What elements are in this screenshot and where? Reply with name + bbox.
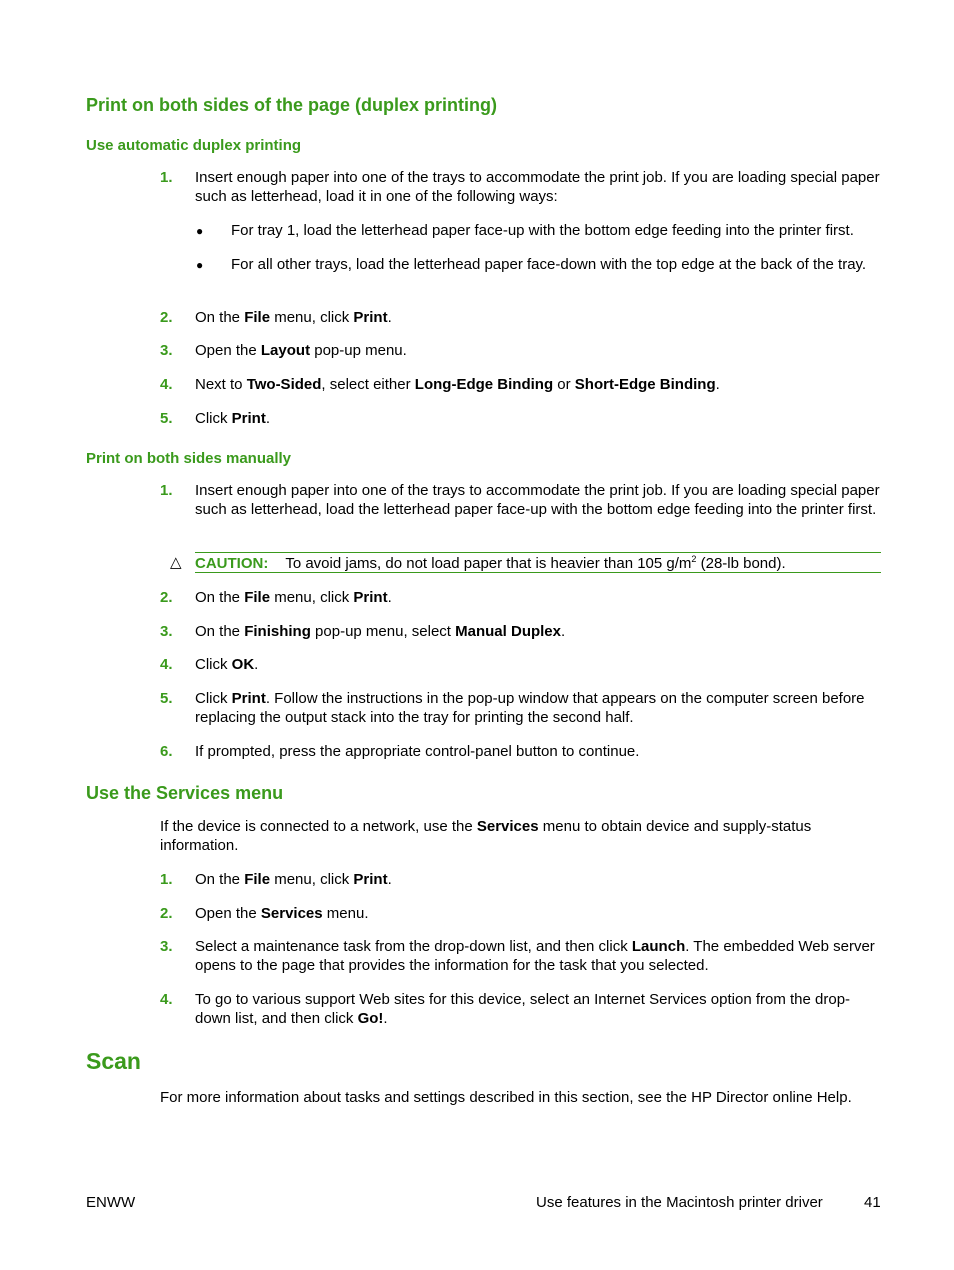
step-text: Click OK.	[195, 656, 259, 673]
step-number: 1.	[160, 169, 173, 186]
caution-icon: △	[170, 554, 182, 571]
step-text: Next to Two-Sided, select either Long-Edge Binding or Short-Edge Binding.	[195, 376, 720, 393]
step-number: 3.	[160, 623, 173, 640]
bullet-text: For all other trays, load the letterhead paper face-down with the top edge at the back of the tray.	[231, 256, 867, 273]
step-text: Insert enough paper into one of the trays to accommodate the print job. If you are loading special paper such as letterhead, load the letterhead paper face-up with the bottom edge feeding into the printer first.	[195, 482, 880, 518]
caution-label: CAUTION:	[195, 555, 269, 572]
step-number: 4.	[160, 656, 173, 673]
subheading-manual-duplex: Print on both sides manually	[86, 450, 292, 467]
section-heading-duplex: Print on both sides of the page (duplex printing)	[86, 95, 497, 115]
page-number: 41	[864, 1194, 881, 1211]
step-number: 2.	[160, 589, 173, 606]
section-heading-scan: Scan	[86, 1048, 141, 1074]
step-number: 1.	[160, 871, 173, 888]
caution-box	[195, 552, 881, 573]
step-text: On the File menu, click Print.	[195, 589, 392, 606]
step-text: On the File menu, click Print.	[195, 871, 392, 888]
step-number: 6.	[160, 743, 173, 760]
section-heading-services: Use the Services menu	[86, 783, 284, 803]
subheading-automatic-duplex: Use automatic duplex printing	[86, 137, 302, 154]
step-number: 4.	[160, 376, 173, 393]
services-intro: If the device is connected to a network, use the Services menu to obtain device and supply-status information.	[160, 818, 812, 854]
step-text: If prompted, press the appropriate control-panel button to continue.	[195, 743, 640, 760]
step-text: On the File menu, click Print.	[195, 309, 392, 326]
step-text: To go to various support Web sites for this device, select an Internet Services option from the drop-down list, and then click Go!.	[195, 991, 851, 1027]
footer-left: ENWW	[86, 1194, 136, 1211]
step-number: 5.	[160, 690, 173, 707]
step-number: 3.	[160, 342, 173, 359]
step-text: Click Print. Follow the instructions in the pop-up window that appears on the computer screen before replacing the output stack into the tray for printing the second half.	[195, 690, 865, 726]
step-text: Open the Services menu.	[195, 905, 369, 922]
step-text: Insert enough paper into one of the trays to accommodate the print job. If you are loading special paper such as letterhead, load it in one of the following ways:	[195, 169, 880, 205]
bullet-glyph: ●	[196, 224, 204, 238]
bullet-glyph: ●	[196, 258, 204, 272]
bullet-text: For tray 1, load the letterhead paper face-up with the bottom edge feeding into the printer first.	[231, 222, 854, 239]
step-number: 2.	[160, 309, 173, 326]
step-text: Open the Layout pop-up menu.	[195, 342, 407, 359]
step-number: 2.	[160, 905, 173, 922]
scan-text: For more information about tasks and settings described in this section, see the HP Director online Help.	[160, 1089, 852, 1106]
step-number: 5.	[160, 410, 173, 427]
step-number: 3.	[160, 938, 173, 955]
step-text: On the Finishing pop-up menu, select Manual Duplex.	[195, 623, 566, 640]
caution-content: CAUTION: To avoid jams, do not load paper that is heavier than 105 $g/m^2$ (28-lb bond).	[195, 554, 786, 572]
step-number: 4.	[160, 991, 173, 1008]
step-number: 1.	[160, 482, 173, 499]
footer-title: Use features in the Macintosh printer driver	[536, 1194, 823, 1211]
step-text: Click Print.	[195, 410, 271, 427]
step-text: Select a maintenance task from the drop-down list, and then click Launch. The embedded Web server opens to the page that provides the information for the task that you selected.	[195, 938, 875, 974]
